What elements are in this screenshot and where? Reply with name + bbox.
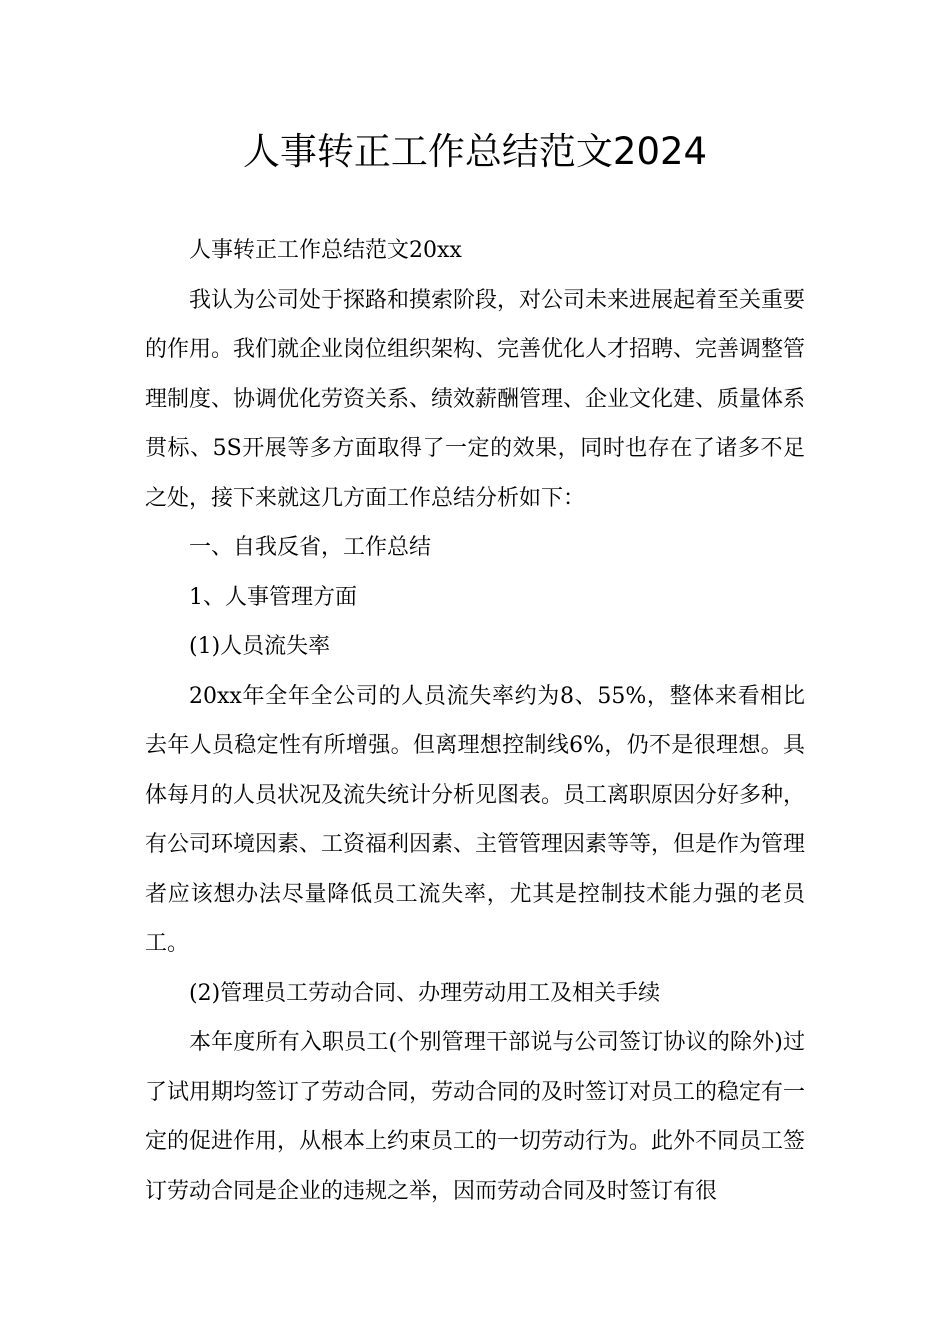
document-body	[145, 226, 805, 1216]
paragraph-turnover: 20xx年全年全公司的人员流失率约为8、55%，整体来看相比去年人员稳定性有所增强。但离理想控制线6%，仍不是很理想。具体每月的人员状况及流失统计分析见图表。员工离职原因分好多种，有公司环境因素、工资福利因素、主管管理因素等等，但是作为管理者应该想办法尽量降低员工流失率，尤其是控制技术能力强的老员工。	[145, 683, 806, 956]
section-heading: 一、自我反省，工作总结	[189, 535, 432, 560]
item-heading-1: (1)人员流失率	[189, 634, 331, 659]
paragraph-contracts: 本年度所有入职员工(个别管理干部说与公司签订协议的除外)过了试用期均签订了劳动合同，劳动合同的及时签订对员工的稳定有一定的促进作用，从根本上约束员工的一切劳动行为。此外不同员工签订劳动合同是企业的违规之举，因而劳动合同及时签订有很	[145, 1030, 806, 1204]
document-title: 人事转正工作总结范文2024	[242, 130, 708, 173]
paragraph-intro: 我认为公司处于探路和摸索阶段，对公司未来进展起着至关重要的作用。我们就企业岗位组织架构、完善优化人才招聘、完善调整管理制度、协调优化劳资关系、绩效薪酬管理、企业文化建、质量体系贯标、5S开展等多方面取得了一定的效果，同时也存在了诸多不足之处，接下来就这几方面工作总结分析如下：	[145, 287, 806, 511]
subsection-heading: 1、人事管理方面	[189, 584, 357, 610]
item-heading-2: (2)管理员工劳动合同、办理劳动用工及相关手续	[189, 980, 661, 1006]
paragraph-subtitle: 人事转正工作总结范文20xx	[189, 238, 462, 263]
